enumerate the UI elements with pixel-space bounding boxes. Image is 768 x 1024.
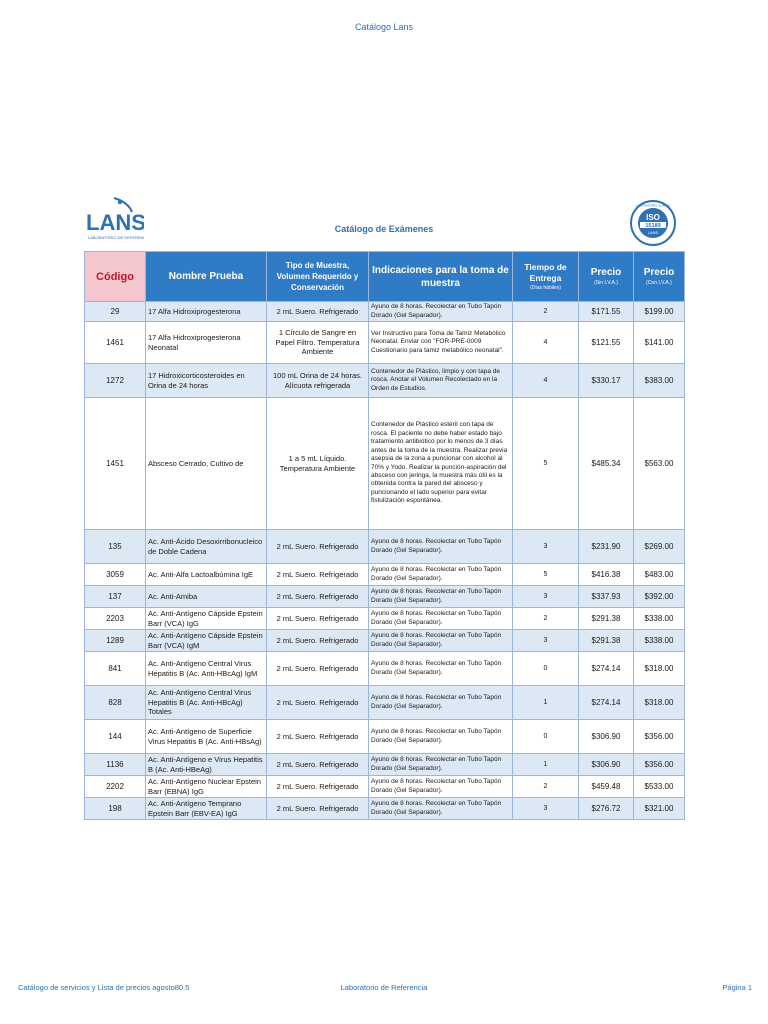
cell-delivery-time: 0 [513, 720, 579, 754]
cell-indications: Ayuno de 8 horas. Recolectar en Tubo Tapón Dorado (Gel Separador). [369, 630, 513, 652]
cell-code: 198 [85, 798, 146, 820]
cell-sample: 2 mL Suero. Refrigerado [267, 798, 369, 820]
cell-indications: Ayuno de 8 horas. Recolectar en Tubo Tapón Dorado (Gel Separador). [369, 530, 513, 564]
column-header-price-no-tax [579, 252, 634, 302]
cell-price-tax: $199.00 [634, 302, 685, 322]
cell-code: 1461 [85, 322, 146, 364]
cell-price-tax: $383.00 [634, 364, 685, 398]
column-header-time [513, 252, 579, 302]
cell-test-name: Absceso Cerrado, Cultivo de [146, 398, 267, 530]
cell-test-name: Ac. Anti-Antígeno e Virus Hepatitis B (Ac. Anti-HBeAg) [146, 754, 267, 776]
cell-test-name: Ac. Anti-Antígeno Nuclear Epstein Barr (EBNA) IgG [146, 776, 267, 798]
cell-price-no-tax: $485.34 [579, 398, 634, 530]
column-header-indications: Indicaciones para la toma de muestra [369, 252, 513, 302]
cell-indications: Ayuno de 8 horas. Recolectar en Tubo Tapón Dorado (Gel Separador). [369, 564, 513, 586]
cell-indications: Ayuno de 8 horas. Recolectar en Tubo Tapón Dorado (Gel Separador). [369, 608, 513, 630]
price-tax-label: Precio [643, 266, 675, 278]
time-header-label: Tiempo de Entrega [524, 261, 567, 283]
cell-sample: 2 mL Suero. Refrigerado [267, 564, 369, 586]
cell-test-name: Ac. Anti-Antígeno Central Virus Hepatitis B (Ac. Anti-HBcAg) IgM [146, 652, 267, 686]
cell-price-no-tax: $306.90 [579, 720, 634, 754]
cell-price-no-tax: $416.38 [579, 564, 634, 586]
cell-price-no-tax: $274.14 [579, 652, 634, 686]
cell-test-name: Ac. Anti-Antígeno Cápside Epstein Barr (VCA) IgM [146, 630, 267, 652]
table-row [85, 776, 685, 798]
table-row [85, 586, 685, 608]
exam-catalog-table [84, 251, 685, 820]
table-row [85, 720, 685, 754]
price-no-tax-note: (Sin I.V.A.) [594, 279, 618, 286]
seal-iso-number: 15189 [645, 223, 661, 229]
cell-price-tax: $533.00 [634, 776, 685, 798]
cell-indications: Ayuno de 8 horas. Recolectar en Tubo Tapón Dorado (Gel Separador). [369, 302, 513, 322]
cell-indications: Ayuno de 8 horas. Recolectar en Tubo Tapón Dorado (Gel Separador). [369, 652, 513, 686]
column-header-sample: Tipo de Muestra, Volumen Requerido y Conservación [267, 252, 369, 302]
cell-code: 1289 [85, 630, 146, 652]
column-header-code: Código [85, 252, 146, 302]
cell-price-no-tax: $291.38 [579, 608, 634, 630]
cell-sample: 2 mL Suero. Refrigerado [267, 530, 369, 564]
cell-sample: 2 mL Suero. Refrigerado [267, 302, 369, 322]
cell-test-name: Ac. Anti-Antígeno Central Virus Hepatitis B (Ac. Anti-HBcAg) Totales [146, 686, 267, 720]
cell-sample: 2 mL Suero. Refrigerado [267, 608, 369, 630]
cell-delivery-time: 4 [513, 364, 579, 398]
cell-indications: Ver Instructivo para Toma de Tamiz Metabólico Neonatal. Enviar con "FOR-PRE-0009 Cuestionario para tamiz metabólico neonatal". [369, 322, 513, 364]
cell-delivery-time: 1 [513, 686, 579, 720]
cell-indications: Contenedor de Plástico estéril con tapa de rosca. El paciente no debe haber estado bajo tratamiento antibiótico por lo menos de 3 días antes de la toma de la muestra. Realizar previa asepsia de la zona a puncionar con alcohol al 70% y Yodo. Realizar la punción-aspiración del absceso con jeringa, la muestra más útil es la obtenida contra la pared del absceso y puncionando el lado superior para evitar fistulización espontánea. [369, 398, 513, 530]
table-row [85, 630, 685, 652]
cell-delivery-time: 5 [513, 398, 579, 530]
cell-price-tax: $356.00 [634, 754, 685, 776]
seal-bottom-text: LANS [647, 230, 659, 235]
time-header-note: (Días hábiles) [530, 284, 561, 291]
table-row [85, 302, 685, 322]
cell-price-no-tax: $171.55 [579, 302, 634, 322]
cell-sample: 2 mL Suero. Refrigerado [267, 652, 369, 686]
iso-certification-seal [627, 200, 679, 246]
cell-sample: 1 a 5 mL Líquido. Temperatura Ambiente [267, 398, 369, 530]
cell-price-tax: $318.00 [634, 652, 685, 686]
cell-sample: 2 mL Suero. Refrigerado [267, 776, 369, 798]
cell-price-no-tax: $276.72 [579, 798, 634, 820]
cell-delivery-time: 2 [513, 608, 579, 630]
cell-test-name: Ac. Anti-Antígeno Temprano Epstein Barr (EBV-EA) IgG [146, 798, 267, 820]
cell-code: 3059 [85, 564, 146, 586]
table-row [85, 564, 685, 586]
cell-test-name: Ac. Anti-Antígeno Cápside Epstein Barr (VCA) IgG [146, 608, 267, 630]
cell-indications: Ayuno de 8 horas. Recolectar en Tubo Tapón Dorado (Gel Separador). [369, 776, 513, 798]
cell-test-name: Ac. Anti-Amiba [146, 586, 267, 608]
document-header-title: Catálogo Lans [354, 22, 414, 32]
cell-price-tax: $269.00 [634, 530, 685, 564]
table-row [85, 798, 685, 820]
table-row [85, 652, 685, 686]
cell-delivery-time: 2 [513, 776, 579, 798]
column-header-price-tax [634, 252, 685, 302]
cell-sample: 1 Círculo de Sangre en Papel Filtro. Temperatura Ambiente [267, 322, 369, 364]
cell-sample: 2 mL Suero. Refrigerado [267, 754, 369, 776]
cell-price-no-tax: $459.48 [579, 776, 634, 798]
cell-code: 1272 [85, 364, 146, 398]
cell-price-no-tax: $306.90 [579, 754, 634, 776]
cell-price-no-tax: $337.93 [579, 586, 634, 608]
cell-delivery-time: 3 [513, 586, 579, 608]
cell-indications: Ayuno de 8 horas. Recolectar en Tubo Tapón Dorado (Gel Separador). [369, 586, 513, 608]
cell-price-no-tax: $274.14 [579, 686, 634, 720]
cell-code: 1136 [85, 754, 146, 776]
cell-sample: 2 mL Suero. Refrigerado [267, 686, 369, 720]
cell-price-tax: $483.00 [634, 564, 685, 586]
cell-price-tax: $356.00 [634, 720, 685, 754]
cell-price-tax: $563.00 [634, 398, 685, 530]
price-no-tax-label: Precio [590, 266, 622, 278]
footer-lab-name: Laboratorio de Referencia [340, 983, 428, 992]
cell-code: 1451 [85, 398, 146, 530]
footer-page-number: Página 1 [722, 983, 752, 992]
table-row [85, 398, 685, 530]
cell-code: 137 [85, 586, 146, 608]
cell-indications: Ayuno de 8 horas. Recolectar en Tubo Tapón Dorado (Gel Separador). [369, 798, 513, 820]
logo-wordmark: LANS [86, 210, 144, 235]
cell-code: 2202 [85, 776, 146, 798]
cell-sample: 2 mL Suero. Refrigerado [267, 720, 369, 754]
cell-sample: 2 mL Suero. Refrigerado [267, 586, 369, 608]
table-row [85, 322, 685, 364]
cell-test-name: 17 Alfa Hidroxiprogesterona [146, 302, 267, 322]
seal-top-text: LABORATORIO CLÍNICO [635, 203, 671, 208]
table-row [85, 608, 685, 630]
cell-delivery-time: 3 [513, 530, 579, 564]
cell-test-name: 17 Hidroxicorticosteroides en Orina de 24 horas [146, 364, 267, 398]
cell-price-tax: $392.00 [634, 586, 685, 608]
cell-test-name: Ac. Anti-Alfa Lactoalbúmina IgE [146, 564, 267, 586]
table-row [85, 530, 685, 564]
cell-code: 144 [85, 720, 146, 754]
price-tax-note: (Con I.V.A.) [646, 279, 672, 286]
cell-code: 135 [85, 530, 146, 564]
table-header-row [85, 252, 685, 302]
cell-test-name: Ac. Anti-Antígeno de Superficie Virus Hepatitis B (Ac. Anti-HBsAg) [146, 720, 267, 754]
cell-indications: Ayuno de 8 horas. Recolectar en Tubo Tapón Dorado (Gel Separador). [369, 720, 513, 754]
cell-delivery-time: 3 [513, 798, 579, 820]
cell-code: 2203 [85, 608, 146, 630]
cell-test-name: 17 Alfa Hidroxiprogesterona Neonatal [146, 322, 267, 364]
cell-price-no-tax: $231.90 [579, 530, 634, 564]
cell-sample: 2 mL Suero. Refrigerado [267, 630, 369, 652]
cell-price-no-tax: $121.55 [579, 322, 634, 364]
cell-indications: Ayuno de 8 horas. Recolectar en Tubo Tapón Dorado (Gel Separador). [369, 754, 513, 776]
cell-sample: 100 mL Orina de 24 horas. Alícuota refrigerada [267, 364, 369, 398]
cell-price-tax: $321.00 [634, 798, 685, 820]
cell-delivery-time: 4 [513, 322, 579, 364]
table-row [85, 754, 685, 776]
cell-price-no-tax: $330.17 [579, 364, 634, 398]
cell-indications: Ayuno de 8 horas. Recolectar en Tubo Tapón Dorado (Gel Separador). [369, 686, 513, 720]
cell-price-tax: $318.00 [634, 686, 685, 720]
cell-delivery-time: 2 [513, 302, 579, 322]
logo-tagline: LABORATORIO DE REFERENCIA [88, 235, 144, 240]
footer-document-info: Catálogo de servicios y Lista de precios agosto80.5 [18, 983, 190, 992]
cell-price-tax: $141.00 [634, 322, 685, 364]
cell-code: 841 [85, 652, 146, 686]
cell-code: 828 [85, 686, 146, 720]
cell-delivery-time: 3 [513, 630, 579, 652]
cell-indications: Contenedor de Plástico, limpio y con tapa de rosca. Anotar el Volumen Recolectado en la Orden de Estudios. [369, 364, 513, 398]
cell-price-no-tax: $291.38 [579, 630, 634, 652]
lans-logo [84, 196, 144, 244]
table-row [85, 686, 685, 720]
cell-price-tax: $338.00 [634, 630, 685, 652]
catalog-subtitle: Catálogo de Exámenes [334, 224, 434, 234]
cell-delivery-time: 1 [513, 754, 579, 776]
seal-iso-text: ISO [646, 213, 660, 222]
table-row [85, 364, 685, 398]
cell-delivery-time: 0 [513, 652, 579, 686]
cell-delivery-time: 5 [513, 564, 579, 586]
cell-price-tax: $338.00 [634, 608, 685, 630]
cell-test-name: Ac. Anti-Ácido Desoxirribonucleico de Doble Cadena [146, 530, 267, 564]
cell-code: 29 [85, 302, 146, 322]
column-header-name: Nombre Prueba [146, 252, 267, 302]
